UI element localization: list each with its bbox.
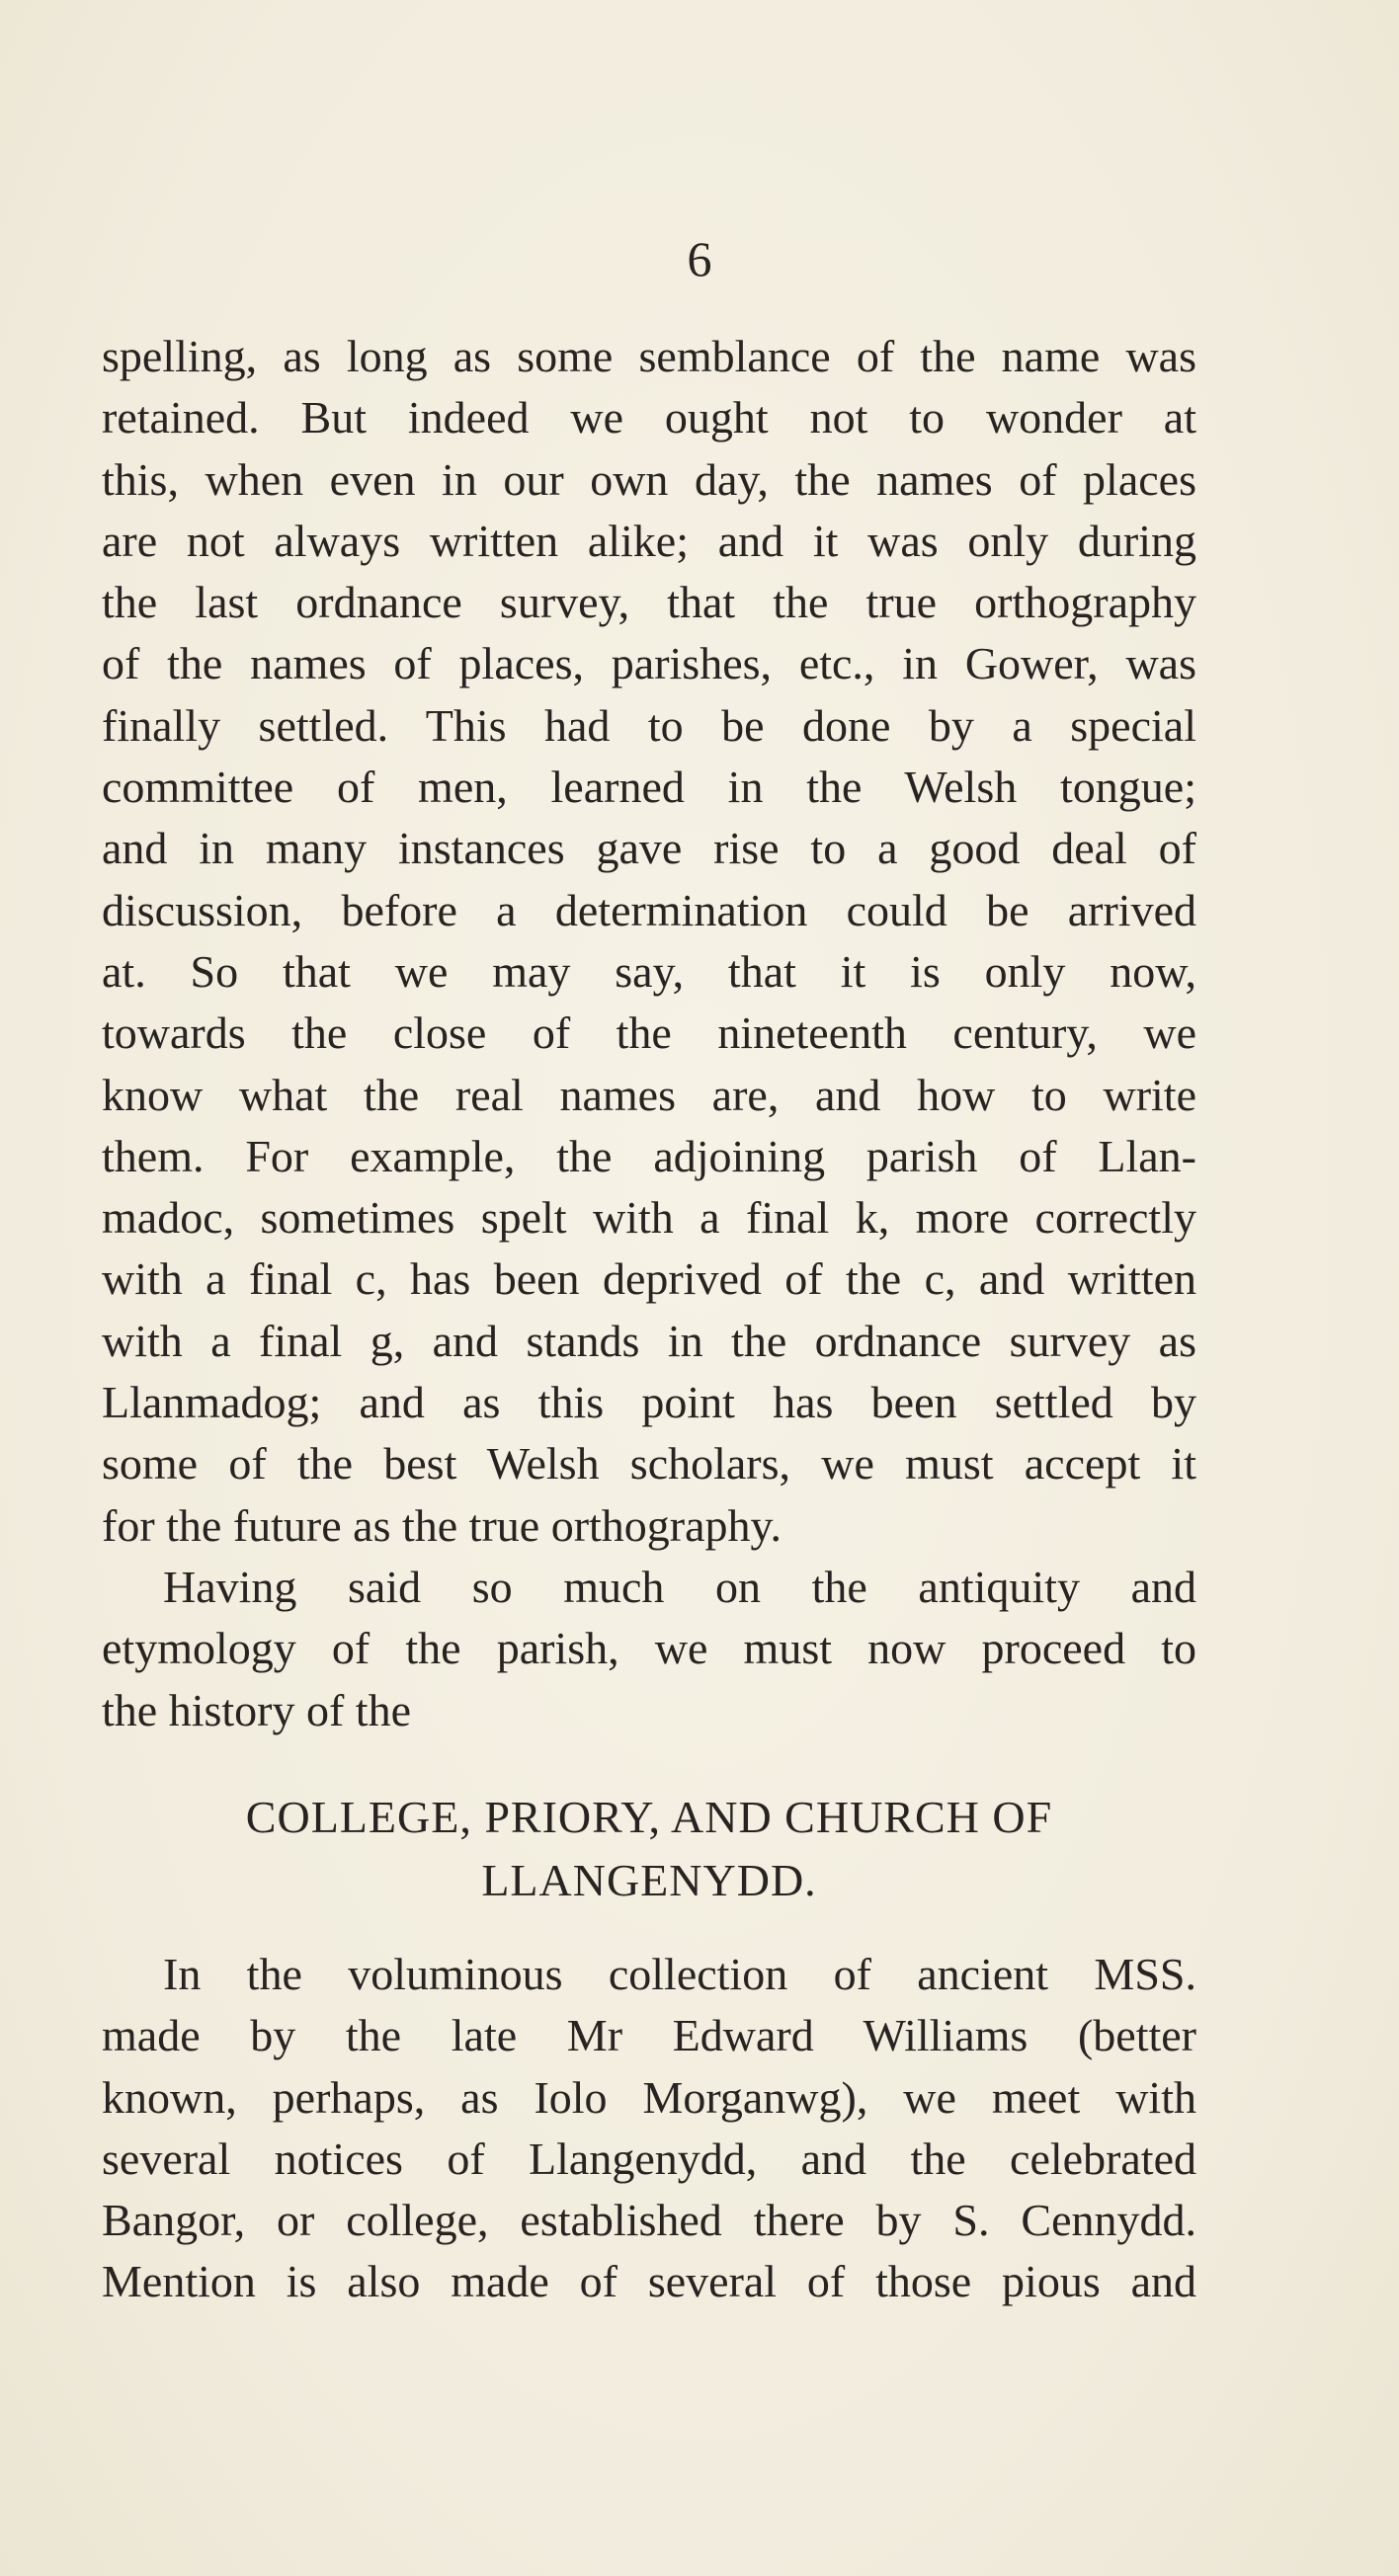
text-line: finally settled. This had to be done by a special — [102, 699, 1196, 751]
text-line: the last ordnance survey, that the true orthography — [102, 577, 1196, 628]
text-line: this, when even in our own day, the names of places — [102, 453, 1196, 505]
text-line: Mention is also made of several of those pious and — [102, 2256, 1196, 2307]
text-line: etymology of the parish, we must now proceed to — [102, 1623, 1196, 1674]
heading-line: LLANGENYDD. — [481, 1855, 817, 1905]
text-line: committee of men, learned in the Welsh tongue; — [102, 762, 1196, 813]
text-line: Bangor, or college, established there by S. Cennydd. — [102, 2195, 1196, 2246]
text-line: them. For example, the adjoining parish of Llan- — [102, 1130, 1196, 1181]
text-line: In the voluminous collection of ancient MSS. — [163, 1949, 1196, 1999]
text-line: at. So that we may say, that it is only now, — [102, 945, 1196, 997]
paragraph-3 — [102, 1944, 1196, 2313]
text-line: known, perhaps, as Iolo Morganwg), we meet with — [102, 2071, 1196, 2123]
paragraph-2 — [102, 1557, 1196, 1741]
text-line: retained. But indeed we ought not to wonder at — [102, 392, 1196, 443]
text-line: Having said so much on the antiquity and — [163, 1562, 1196, 1612]
paragraph-1 — [102, 326, 1196, 1557]
text-line: for the future as the true orthography. — [102, 1499, 782, 1551]
text-line: of the names of places, parishes, etc., in Gower, was — [102, 638, 1196, 689]
text-line: the history of the — [102, 1684, 411, 1735]
page-number: 6 — [687, 231, 712, 286]
heading-line: COLLEGE, PRIORY, AND CHURCH OF — [245, 1792, 1053, 1842]
text-line: madoc, sometimes spelt with a final k, more correctly — [102, 1192, 1196, 1244]
text-line: and in many instances gave rise to a good deal of — [102, 823, 1196, 874]
text-line: towards the close of the nineteenth century, we — [102, 1007, 1196, 1059]
text-line: some of the best Welsh scholars, we must accept it — [102, 1438, 1196, 1489]
text-line: Llanmadog; and as this point has been settled by — [102, 1377, 1196, 1428]
text-line: with a final c, has been deprived of the c, and written — [102, 1253, 1196, 1305]
text-line: know what the real names are, and how to write — [102, 1069, 1196, 1120]
text-line: with a final g, and stands in the ordnance survey as — [102, 1315, 1196, 1366]
text-line: discussion, before a determination could be arrived — [102, 884, 1196, 935]
section-heading — [102, 1786, 1196, 1912]
text-line: spelling, as long as some semblance of the name was — [102, 331, 1196, 381]
text-line: made by the late Mr Edward Williams (better — [102, 2010, 1196, 2061]
text-line: are not always written alike; and it was only during — [102, 515, 1196, 566]
text-line: several notices of Llangenydd, and the celebrated — [102, 2133, 1196, 2184]
